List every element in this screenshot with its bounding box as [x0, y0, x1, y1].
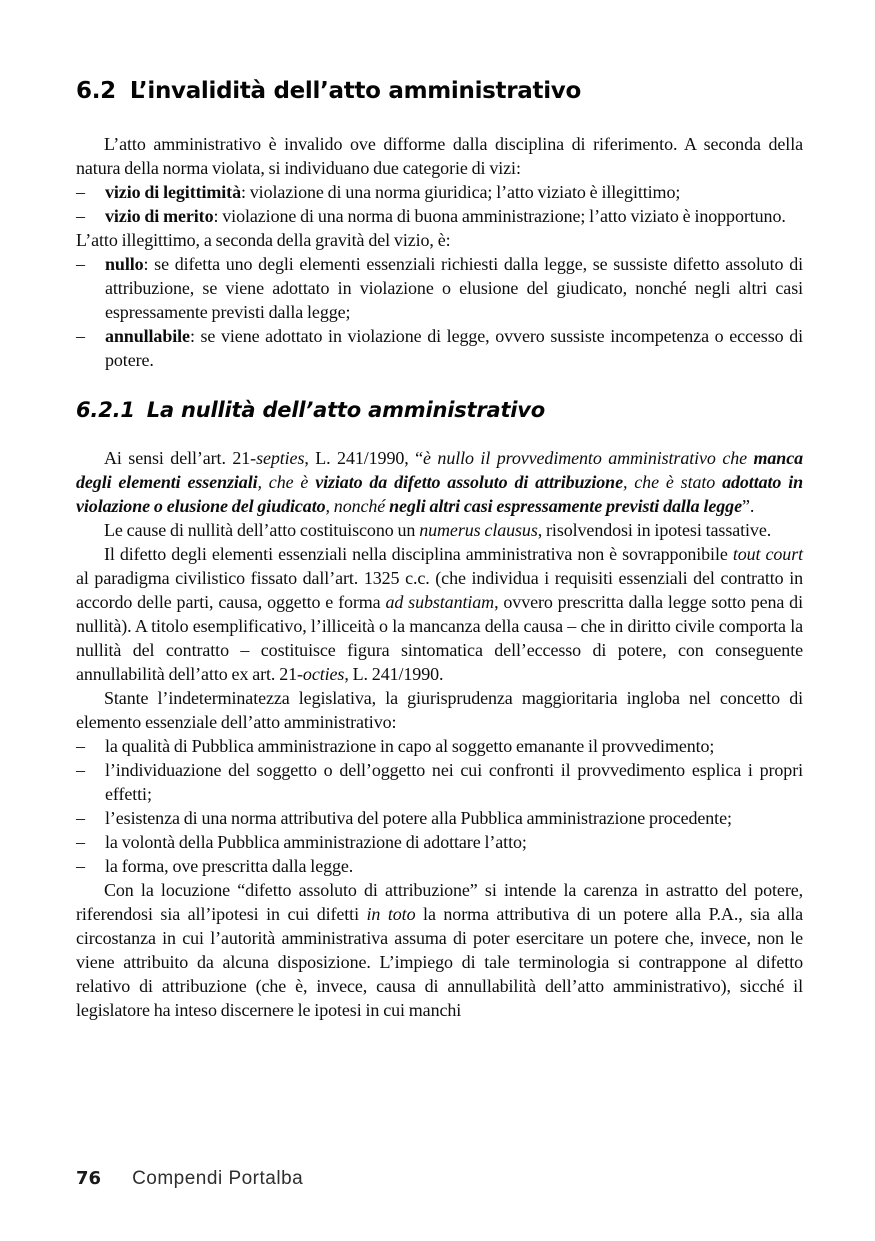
text-run: Stante l’indeterminatezza legislativa, la giurisprudenza maggioritaria ingloba nel concetto di elemento essenziale dell’atto amministrativo: [76, 688, 803, 732]
text-run: : se viene adottato in violazione di legge, ovvero sussiste incompetenza o eccesso di potere. [105, 326, 803, 370]
text-run: septies [256, 448, 305, 468]
text-run: tout court [732, 544, 804, 564]
text-run: manca degli elementi essenziali [76, 448, 804, 492]
text-run: annullabile [105, 326, 190, 346]
text-run: , nonché [325, 496, 390, 516]
text-run: numerus clausus [419, 520, 538, 540]
text-run: la qualità di Pubblica amministrazione in capo al soggetto emanante il provvedimento; [105, 736, 715, 756]
text-run: : violazione di una norma di buona amministrazione; l’atto viziato è inopportuno. [213, 206, 786, 226]
text-run: l’individuazione del soggetto o dell’oggetto nei cui confronti il provvedimento esplica i propri effetti; [105, 760, 803, 804]
list-item [76, 252, 803, 324]
list-marker: – [76, 182, 85, 202]
list-item [76, 204, 803, 228]
text-run: , risolvendosi in ipotesi tassative. [537, 520, 772, 540]
text-run: Le cause di nullità dell’atto costituiscono un [104, 520, 420, 540]
text-run: la forma, ove prescritta dalla legge. [105, 856, 354, 876]
text-run: Con la locuzione “difetto assoluto di attribuzione” si intende la carenza in astratto del potere, riferendosi sia all’ipotesi in cui difetti [76, 880, 803, 924]
text-run: in toto [366, 904, 416, 924]
page-number: 76 [76, 1168, 102, 1189]
text-run: ad substantiam [385, 592, 495, 612]
text-run: viziato da difetto assoluto di attribuzione [315, 472, 623, 492]
list-item [76, 758, 803, 806]
text-run: negli altri casi espressamente previsti dalla legge [389, 496, 742, 516]
text-run: , L. 241/1990, “ [304, 448, 424, 468]
text-run: la volontà della Pubblica amministrazione di adottare l’atto; [105, 832, 527, 852]
text-run: : violazione di una norma giuridica; l’atto viziato è illegittimo; [240, 182, 681, 202]
list-marker: – [76, 326, 85, 346]
text-run: octies [302, 664, 345, 684]
text-run: Il difetto degli elementi essenziali nella disciplina amministrativa non è sovrapponibile [104, 544, 733, 564]
list-marker: – [76, 760, 85, 780]
text-run: è nullo il provvedimento amministrativo che [423, 448, 754, 468]
text-run: nullo [105, 254, 144, 274]
paragraph [76, 686, 803, 734]
list-marker: – [76, 736, 85, 756]
list-marker: – [76, 254, 85, 274]
book-title: Compendi Portalba [132, 1168, 304, 1189]
paragraph [76, 878, 803, 1022]
text-run: : se difetta uno degli elementi essenziali richiesti dalla legge, se sussiste difetto assoluto di attribuzione, se viene adottato in violazione o elusione del giudicato, nonché negli altri casi espressamente previsti dalla legge; [105, 254, 803, 322]
list-item [76, 180, 803, 204]
text-run: adottato in violazione o elusione del giudicato [76, 472, 804, 516]
text-run: vizio di legittimità [105, 182, 241, 202]
text-run: Ai sensi dell’art. 21- [104, 448, 257, 468]
page-body [76, 78, 803, 1022]
list-marker: – [76, 832, 85, 852]
list-item [76, 734, 803, 758]
text-run: ”. [741, 496, 755, 516]
paragraph [76, 542, 803, 686]
list-marker: – [76, 856, 85, 876]
text-run: , L. 241/1990. [344, 664, 444, 684]
list-marker: – [76, 808, 85, 828]
heading-text: La nullità dell’atto amministrativo [146, 398, 546, 422]
text-run: L’atto illegittimo, a seconda della gravità del vizio, è: [76, 230, 451, 250]
heading-number: 6.2.1 [76, 398, 135, 422]
paragraph [76, 132, 803, 180]
heading-number: 6.2 [76, 78, 116, 104]
section-heading [76, 78, 803, 104]
text-run: L’atto amministrativo è invalido ove difforme dalla disciplina di riferimento. A seconda della natura della norma violata, si individuano due categorie di vizi: [76, 134, 803, 178]
text-run: l’esistenza di una norma attributiva del potere alla Pubblica amministrazione procedente; [105, 808, 732, 828]
text-run: , che è stato [622, 472, 723, 492]
list-item [76, 854, 803, 878]
subsection-heading [76, 398, 803, 422]
list-item [76, 830, 803, 854]
text-run: , che è [257, 472, 316, 492]
footer [76, 1168, 303, 1190]
text-run: la norma attributiva di un potere alla P.A., sia alla circostanza in cui l’autorità amministrativa assuma di poter esercitare un potere che, invece, non le viene attribuito da alcuna disposizione. L’impiego di tale terminologia si contrappone al difetto relativo di attribuzione (che è, invece, causa di annullabilità dell’atto amministrativo), sicché il legislatore ha inteso discernere le ipotesi in cui manchi [76, 904, 804, 1020]
text-run: al paradigma civilistico fissato dall’art. 1325 c.c. (che individua i requisiti essenziali del contratto in accordo delle parti, causa, oggetto e forma [76, 568, 803, 612]
list-marker: – [76, 206, 85, 226]
text-run: , ovvero prescritta dalla legge sotto pena di nullità). A titolo esemplificativo, l’illiceità o la mancanza della causa – che in diritto civile comporta la nullità del contratto – costituisce figura sintomatica dell’eccesso di potere, con conseguente annullabilità dell’atto ex art. 21- [76, 592, 803, 684]
text-run: vizio di merito [105, 206, 214, 226]
list-item [76, 324, 803, 372]
list-item [76, 806, 803, 830]
paragraph [76, 228, 803, 252]
paragraph [76, 446, 803, 518]
paragraph [76, 518, 803, 542]
heading-text: L’invalidità dell’atto amministrativo [129, 78, 581, 104]
